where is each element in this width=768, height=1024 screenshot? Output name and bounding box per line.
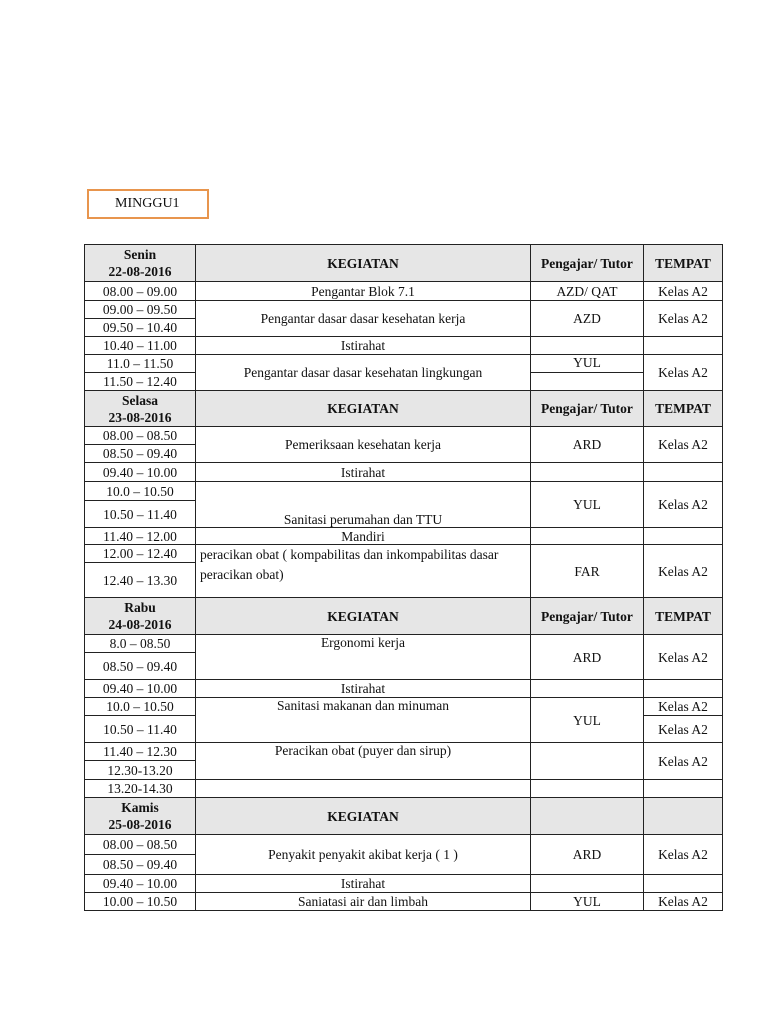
tutor-cell	[531, 743, 644, 780]
table-row	[85, 635, 723, 653]
time-cell: 12.30-13.20	[85, 761, 196, 780]
time-cell: 08.00 – 09.00	[85, 282, 196, 301]
tutor-cell: YUL	[531, 698, 644, 743]
time-cell: 09.40 – 10.00	[85, 680, 196, 698]
day-cell: Kamis 25-08-2016	[85, 798, 196, 835]
table-row	[85, 743, 723, 761]
time-cell: 11.0 – 11.50	[85, 355, 196, 373]
tempat-header: TEMPAT	[644, 598, 723, 635]
tempat-header: TEMPAT	[644, 245, 723, 282]
activity-cell: Pemeriksaan kesehatan kerja	[196, 427, 531, 463]
activity-cell: Pengantar Blok 7.1	[196, 282, 531, 301]
activity-cell: Istirahat	[196, 337, 531, 355]
place-cell	[644, 337, 723, 355]
place-cell	[644, 875, 723, 893]
tempat-header	[644, 798, 723, 835]
time-cell: 09.40 – 10.00	[85, 463, 196, 482]
table-row	[85, 680, 723, 698]
activity-cell: Mandiri	[196, 528, 531, 545]
activity-cell: Pengantar dasar dasar kesehatan kerja	[196, 301, 531, 337]
activity-cell: Istirahat	[196, 463, 531, 482]
activity-cell: Ergonomi kerja	[196, 635, 531, 680]
table-row	[85, 282, 723, 301]
time-cell: 08.00 – 08.50	[85, 835, 196, 855]
time-cell: 10.00 – 10.50	[85, 893, 196, 911]
time-cell: 09.40 – 10.00	[85, 875, 196, 893]
time-cell: 09.00 – 09.50	[85, 301, 196, 319]
tutor-cell: FAR	[531, 545, 644, 598]
activity-cell: Peracikan obat (puyer dan sirup)	[196, 743, 531, 780]
tutor-cell	[531, 875, 644, 893]
time-cell: 08.50 – 09.40	[85, 653, 196, 680]
table-row	[85, 698, 723, 716]
tutor-cell: ARD	[531, 835, 644, 875]
activity-cell	[196, 780, 531, 798]
tempat-header: TEMPAT	[644, 391, 723, 427]
time-cell: 10.50 – 11.40	[85, 716, 196, 743]
tutor-cell: YUL	[531, 355, 644, 373]
place-cell: Kelas A2	[644, 355, 723, 391]
kegiatan-header: KEGIATAN	[196, 391, 531, 427]
table-row	[85, 355, 723, 373]
pengajar-header: Pengajar/ Tutor	[531, 598, 644, 635]
tutor-cell: YUL	[531, 893, 644, 911]
tutor-cell	[531, 680, 644, 698]
tutor-cell: AZD	[531, 301, 644, 337]
time-cell: 8.0 – 08.50	[85, 635, 196, 653]
table-row	[85, 427, 723, 445]
activity-cell: Penyakit penyakit akibat kerja ( 1 )	[196, 835, 531, 875]
day-header-row	[85, 598, 723, 635]
time-cell: 12.40 – 13.30	[85, 563, 196, 598]
place-cell: Kelas A2	[644, 282, 723, 301]
day-cell: Rabu 24-08-2016	[85, 598, 196, 635]
kegiatan-header: KEGIATAN	[196, 798, 531, 835]
day-header-row	[85, 391, 723, 427]
activity-cell: Sanitasi makanan dan minuman	[196, 698, 531, 743]
table-row	[85, 301, 723, 319]
place-cell: Kelas A2	[644, 427, 723, 463]
time-cell: 10.40 – 11.00	[85, 337, 196, 355]
week-label: MINGGU1	[87, 189, 209, 219]
time-cell: 11.40 – 12.30	[85, 743, 196, 761]
time-cell: 08.00 – 08.50	[85, 427, 196, 445]
table-row	[85, 482, 723, 501]
activity-cell: Istirahat	[196, 875, 531, 893]
tutor-cell: ARD	[531, 427, 644, 463]
schedule-table	[84, 244, 723, 911]
time-cell: 10.50 – 11.40	[85, 501, 196, 528]
time-cell: 11.40 – 12.00	[85, 528, 196, 545]
activity-cell: Saniatasi air dan limbah	[196, 893, 531, 911]
pengajar-header	[531, 798, 644, 835]
time-cell: 08.50 – 09.40	[85, 445, 196, 463]
tutor-cell	[531, 337, 644, 355]
table-row	[85, 893, 723, 911]
tutor-cell: ARD	[531, 635, 644, 680]
place-cell: Kelas A2	[644, 743, 723, 780]
tutor-cell: YUL	[531, 482, 644, 528]
kegiatan-header: KEGIATAN	[196, 245, 531, 282]
table-row	[85, 528, 723, 545]
time-cell: 08.50 – 09.40	[85, 855, 196, 875]
tutor-cell	[531, 780, 644, 798]
table-row	[85, 875, 723, 893]
pengajar-header: Pengajar/ Tutor	[531, 245, 644, 282]
time-cell: 09.50 – 10.40	[85, 319, 196, 337]
tutor-cell	[531, 463, 644, 482]
place-cell	[644, 463, 723, 482]
tutor-cell	[531, 373, 644, 391]
place-cell: Kelas A2	[644, 835, 723, 875]
place-cell: Kelas A2	[644, 545, 723, 598]
tutor-cell	[531, 528, 644, 545]
place-cell: Kelas A2	[644, 893, 723, 911]
place-cell	[644, 680, 723, 698]
table-row	[85, 780, 723, 798]
activity-cell: Sanitasi perumahan dan TTU	[196, 482, 531, 528]
table-row	[85, 337, 723, 355]
pengajar-header: Pengajar/ Tutor	[531, 391, 644, 427]
time-cell: 10.0 – 10.50	[85, 482, 196, 501]
time-cell: 10.0 – 10.50	[85, 698, 196, 716]
place-cell	[644, 528, 723, 545]
tutor-cell: AZD/ QAT	[531, 282, 644, 301]
place-cell	[644, 780, 723, 798]
table-row	[85, 545, 723, 563]
place-cell: Kelas A2	[644, 635, 723, 680]
activity-cell: Pengantar dasar dasar kesehatan lingkungan	[196, 355, 531, 391]
table-row	[85, 835, 723, 855]
day-header-row	[85, 245, 723, 282]
activity-cell: Istirahat	[196, 680, 531, 698]
place-cell: Kelas A2	[644, 698, 723, 716]
day-header-row	[85, 798, 723, 835]
place-cell: Kelas A2	[644, 482, 723, 528]
activity-cell: peracikan obat ( kompabilitas dan inkompabilitas dasar peracikan obat)	[196, 545, 531, 598]
time-cell: 11.50 – 12.40	[85, 373, 196, 391]
kegiatan-header: KEGIATAN	[196, 598, 531, 635]
time-cell: 12.00 – 12.40	[85, 545, 196, 563]
place-cell: Kelas A2	[644, 716, 723, 743]
day-cell: Selasa 23-08-2016	[85, 391, 196, 427]
table-row	[85, 463, 723, 482]
day-cell: Senin 22-08-2016	[85, 245, 196, 282]
time-cell: 13.20-14.30	[85, 780, 196, 798]
place-cell: Kelas A2	[644, 301, 723, 337]
